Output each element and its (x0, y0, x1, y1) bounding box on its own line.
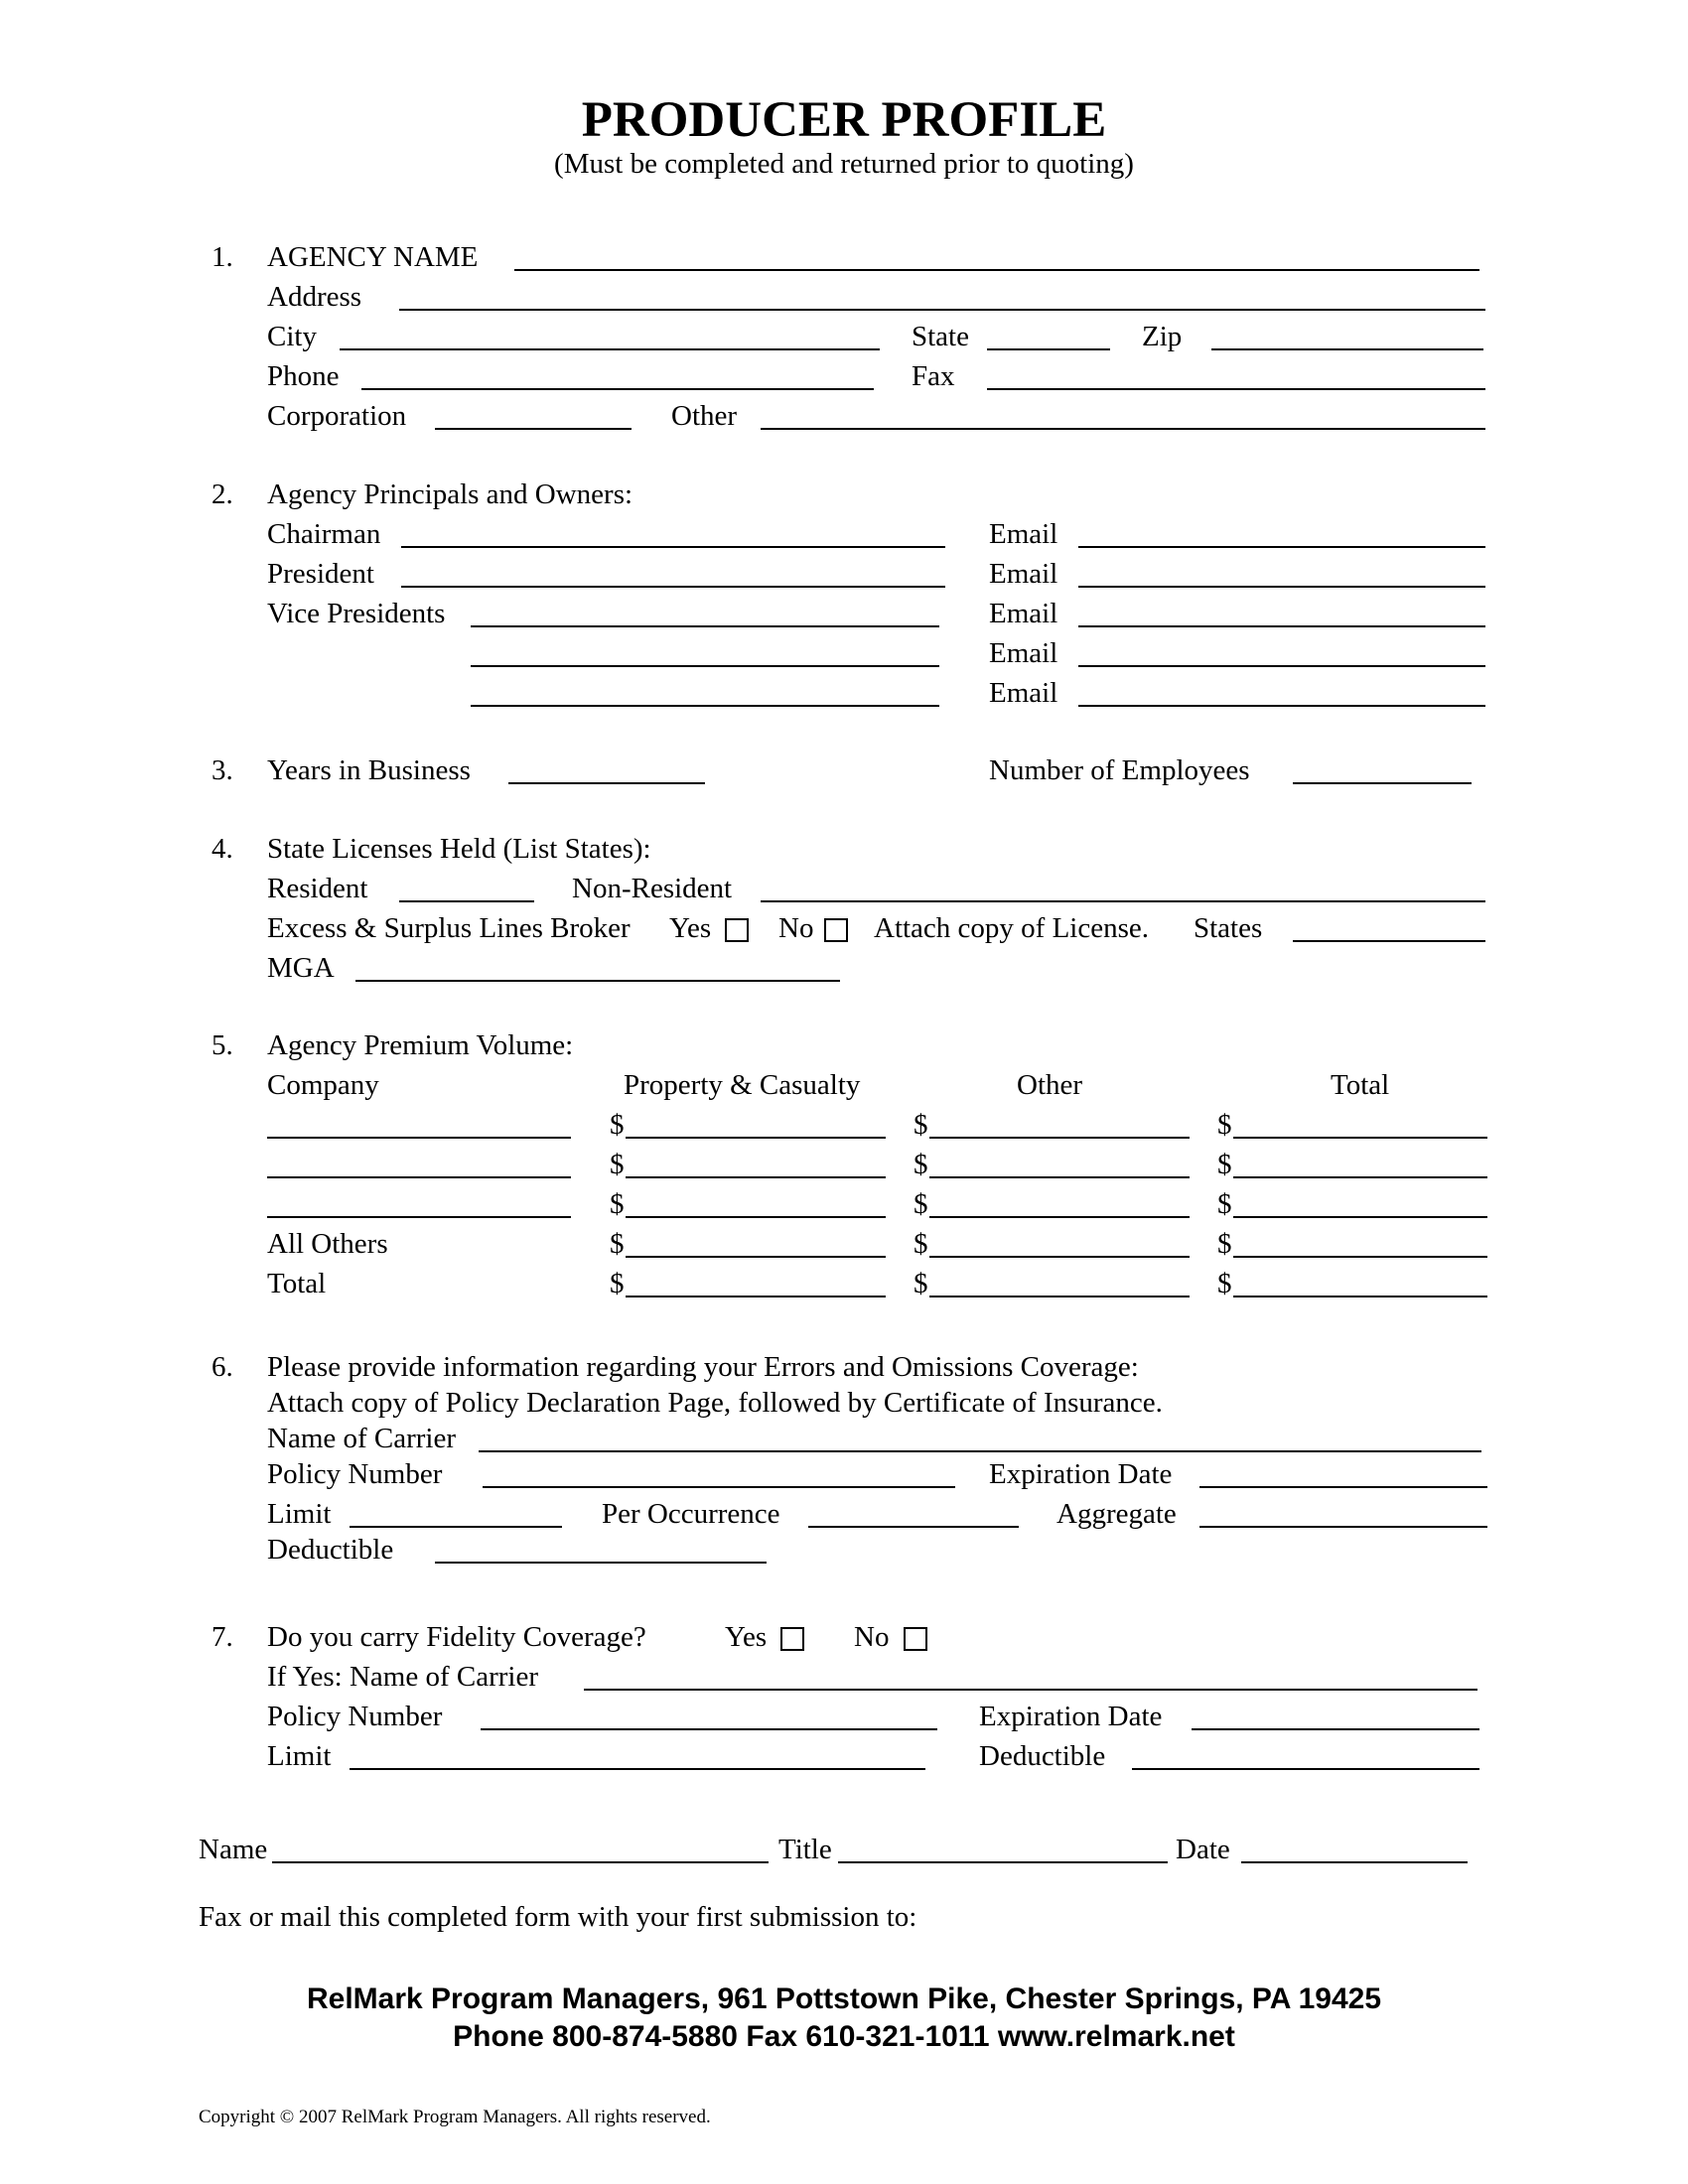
attach-license-note: Attach copy of License. (874, 912, 1150, 944)
employees-field[interactable] (1293, 782, 1472, 784)
column-header-property-casualty: Property & Casualty (624, 1069, 861, 1101)
vice-president-field-1[interactable] (471, 625, 939, 627)
vp-email-field-2[interactable] (1078, 665, 1485, 667)
fidelity-deductible-field[interactable] (1132, 1768, 1479, 1770)
state-field[interactable] (987, 348, 1110, 350)
president-field[interactable] (401, 586, 945, 588)
fidelity-policy-number-label: Policy Number (267, 1701, 443, 1732)
chairman-label: Chairman (267, 518, 381, 550)
total-row-label: Total (267, 1268, 327, 1299)
employees-label: Number of Employees (989, 754, 1250, 786)
email-label: Email (989, 518, 1058, 550)
corporation-label: Corporation (267, 400, 407, 432)
excess-surplus-label: Excess & Surplus Lines Broker (267, 912, 631, 944)
mga-label: MGA (267, 952, 335, 984)
eo-attach-note: Attach copy of Policy Declaration Page, followed by Certificate of Insurance. (267, 1387, 1163, 1419)
dollar-sign: $ (914, 1109, 928, 1141)
city-label: City (267, 321, 317, 352)
eo-deductible-label: Deductible (267, 1534, 394, 1566)
zip-field[interactable] (1211, 348, 1483, 350)
company-field-1[interactable] (267, 1137, 571, 1139)
eo-policy-number-label: Policy Number (267, 1458, 443, 1490)
excess-no-checkbox[interactable] (824, 918, 848, 942)
eo-coverage-heading: Please provide information regarding your Errors and Omissions Coverage: (267, 1351, 1139, 1383)
company-contact: Phone 800-874-5880 Fax 610-321-1011 www.relmark.net (453, 2020, 1235, 2053)
section-number-5: 5. (211, 1029, 233, 1061)
eo-limit-field[interactable] (350, 1526, 562, 1528)
excess-yes-checkbox[interactable] (725, 918, 749, 942)
non-resident-label: Non-Resident (572, 873, 733, 904)
signature-name-label: Name (199, 1834, 268, 1865)
fax-field[interactable] (987, 388, 1485, 390)
states-label: States (1194, 912, 1263, 944)
dollar-sign: $ (610, 1228, 625, 1260)
states-field[interactable] (1293, 940, 1485, 942)
eo-expiration-label: Expiration Date (989, 1458, 1173, 1490)
pc-amount-total-field[interactable] (626, 1296, 886, 1297)
fidelity-question: Do you carry Fidelity Coverage? (267, 1621, 646, 1653)
eo-expiration-field[interactable] (1199, 1486, 1487, 1488)
page-subtitle: (Must be completed and returned prior to quoting) (554, 148, 1134, 180)
fidelity-limit-label: Limit (267, 1740, 332, 1772)
vp-email-field-1[interactable] (1078, 625, 1485, 627)
dollar-sign: $ (1217, 1109, 1232, 1141)
dollar-sign: $ (914, 1268, 928, 1299)
section-number-1: 1. (211, 241, 233, 273)
eo-aggregate-field[interactable] (1199, 1526, 1487, 1528)
resident-field[interactable] (399, 900, 534, 902)
eo-deductible-field[interactable] (435, 1562, 767, 1564)
signature-date-field[interactable] (1241, 1861, 1468, 1863)
premium-volume-heading: Agency Premium Volume: (267, 1029, 574, 1061)
zip-label: Zip (1142, 321, 1183, 352)
agency-name-label: AGENCY NAME (267, 241, 479, 273)
years-in-business-label: Years in Business (267, 754, 471, 786)
section-number-2: 2. (211, 478, 233, 510)
state-label: State (912, 321, 969, 352)
non-resident-field[interactable] (761, 900, 1485, 902)
mga-field[interactable] (355, 980, 840, 982)
fidelity-expiration-field[interactable] (1192, 1728, 1479, 1730)
fidelity-no-checkbox[interactable] (904, 1627, 927, 1651)
other-amount-total-field[interactable] (929, 1296, 1190, 1297)
company-address: RelMark Program Managers, 961 Pottstown Pike, Chester Springs, PA 19425 (306, 1982, 1382, 2015)
eo-carrier-field[interactable] (479, 1450, 1481, 1452)
email-label: Email (989, 677, 1058, 709)
corporation-field[interactable] (435, 428, 632, 430)
vp-email-field-3[interactable] (1078, 705, 1485, 707)
other-amount-field-2[interactable] (929, 1176, 1190, 1178)
email-label: Email (989, 637, 1058, 669)
fidelity-expiration-label: Expiration Date (979, 1701, 1163, 1732)
company-field-2[interactable] (267, 1176, 571, 1178)
total-amount-all-others-field[interactable] (1233, 1256, 1487, 1258)
eo-policy-number-field[interactable] (483, 1486, 955, 1488)
dollar-sign: $ (1217, 1268, 1232, 1299)
phone-label: Phone (267, 360, 340, 392)
dollar-sign: $ (610, 1149, 625, 1180)
signature-date-label: Date (1176, 1834, 1230, 1865)
pc-amount-field-3[interactable] (626, 1216, 886, 1218)
excess-no-label: No (778, 912, 814, 944)
fidelity-policy-number-field[interactable] (481, 1728, 937, 1730)
fidelity-no-label: No (854, 1621, 890, 1653)
fidelity-yes-checkbox[interactable] (780, 1627, 804, 1651)
address-label: Address (267, 281, 362, 313)
dollar-sign: $ (1217, 1149, 1232, 1180)
section-number-7: 7. (211, 1621, 233, 1653)
section-number-6: 6. (211, 1351, 233, 1383)
fidelity-carrier-field[interactable] (584, 1689, 1477, 1691)
address-field[interactable] (399, 309, 1485, 311)
submission-instruction: Fax or mail this completed form with your first submission to: (199, 1901, 917, 1933)
other-amount-field-3[interactable] (929, 1216, 1190, 1218)
dollar-sign: $ (1217, 1228, 1232, 1260)
city-field[interactable] (340, 348, 880, 350)
fidelity-deductible-label: Deductible (979, 1740, 1106, 1772)
eo-limit-label: Limit (267, 1498, 332, 1530)
agency-name-field[interactable] (514, 269, 1479, 271)
dollar-sign: $ (914, 1149, 928, 1180)
fidelity-carrier-label: If Yes: Name of Carrier (267, 1661, 539, 1693)
eo-carrier-label: Name of Carrier (267, 1423, 457, 1454)
dollar-sign: $ (610, 1188, 625, 1220)
company-field-3[interactable] (267, 1216, 571, 1218)
other-amount-field-1[interactable] (929, 1137, 1190, 1139)
vice-president-field-2[interactable] (471, 665, 939, 667)
principals-heading: Agency Principals and Owners: (267, 478, 633, 510)
total-amount-field-2[interactable] (1233, 1176, 1487, 1178)
pc-amount-field-1[interactable] (626, 1137, 886, 1139)
signature-title-label: Title (778, 1834, 832, 1865)
fax-label: Fax (912, 360, 955, 392)
vice-president-field-3[interactable] (471, 705, 939, 707)
pc-amount-all-others-field[interactable] (626, 1256, 886, 1258)
dollar-sign: $ (610, 1109, 625, 1141)
section-number-4: 4. (211, 833, 233, 865)
eo-per-occurrence-label: Per Occurrence (602, 1498, 780, 1530)
eo-aggregate-label: Aggregate (1056, 1498, 1177, 1530)
total-amount-field-3[interactable] (1233, 1216, 1487, 1218)
vice-presidents-label: Vice Presidents (267, 598, 446, 629)
copyright-notice: Copyright © 2007 RelMark Program Managers. All rights reserved. (199, 2107, 711, 2127)
column-header-company: Company (267, 1069, 379, 1101)
other-amount-all-others-field[interactable] (929, 1256, 1190, 1258)
dollar-sign: $ (914, 1188, 928, 1220)
other-label: Other (671, 400, 738, 432)
phone-field[interactable] (361, 388, 874, 390)
chairman-email-field[interactable] (1078, 546, 1485, 548)
eo-per-occurrence-field[interactable] (808, 1526, 1019, 1528)
dollar-sign: $ (914, 1228, 928, 1260)
resident-label: Resident (267, 873, 368, 904)
email-label: Email (989, 558, 1058, 590)
signature-name-field[interactable] (272, 1861, 769, 1863)
president-label: President (267, 558, 374, 590)
total-amount-field-1[interactable] (1233, 1137, 1487, 1139)
president-email-field[interactable] (1078, 586, 1485, 588)
signature-title-field[interactable] (838, 1861, 1168, 1863)
licenses-heading: State Licenses Held (List States): (267, 833, 651, 865)
fidelity-yes-label: Yes (725, 1621, 768, 1653)
fidelity-limit-field[interactable] (350, 1768, 925, 1770)
chairman-field[interactable] (401, 546, 945, 548)
pc-amount-field-2[interactable] (626, 1176, 886, 1178)
excess-yes-label: Yes (669, 912, 712, 944)
section-number-3: 3. (211, 754, 233, 786)
page-title: PRODUCER PROFILE (581, 92, 1107, 148)
column-header-total: Total (1331, 1069, 1390, 1101)
years-in-business-field[interactable] (508, 782, 705, 784)
other-field[interactable] (761, 428, 1485, 430)
total-amount-total-field[interactable] (1233, 1296, 1487, 1297)
all-others-label: All Others (267, 1228, 388, 1260)
column-header-other: Other (1017, 1069, 1083, 1101)
dollar-sign: $ (1217, 1188, 1232, 1220)
email-label: Email (989, 598, 1058, 629)
dollar-sign: $ (610, 1268, 625, 1299)
